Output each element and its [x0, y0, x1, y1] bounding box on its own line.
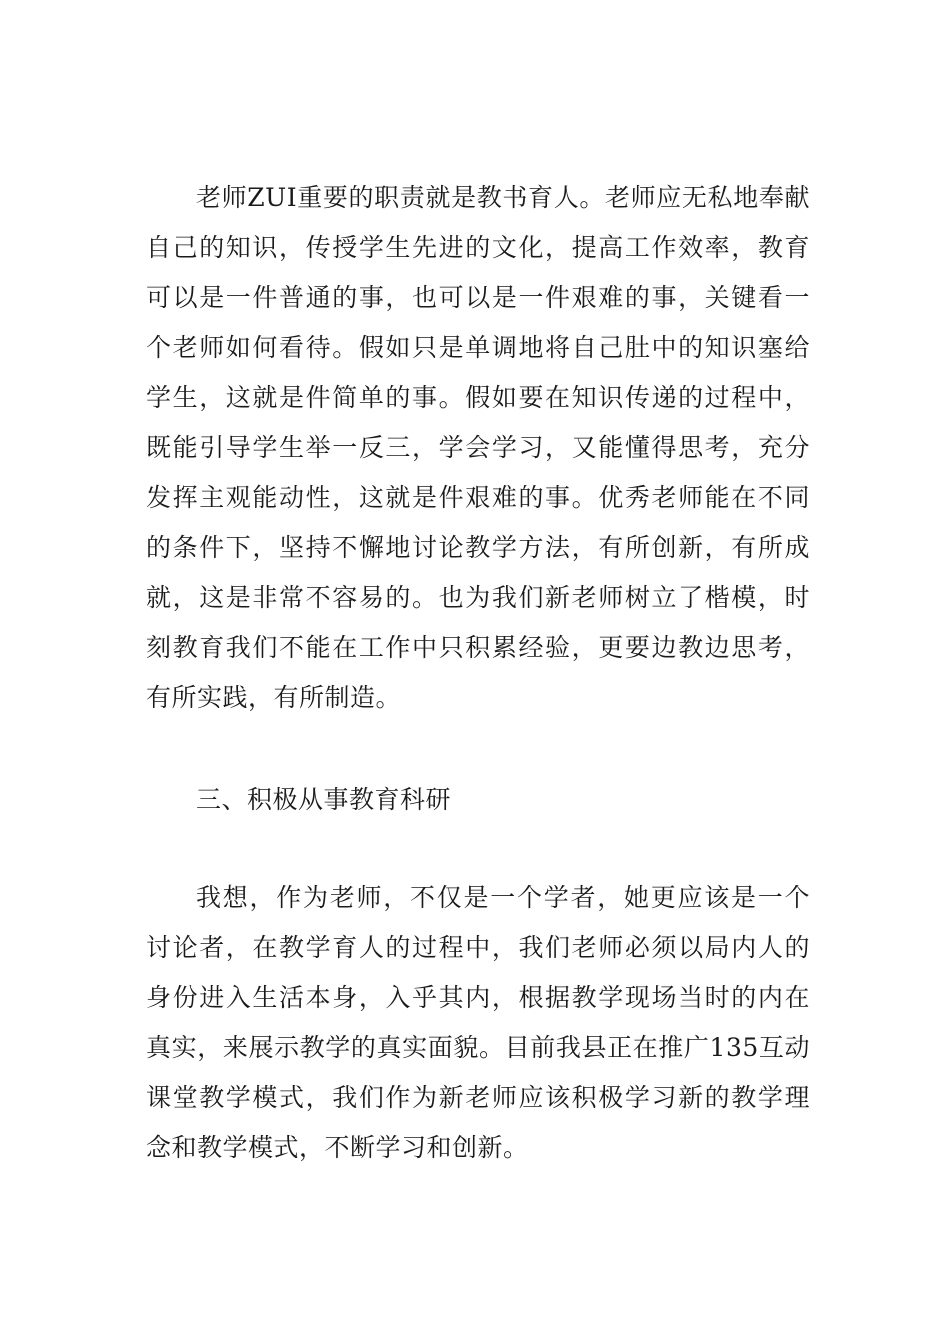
- paragraph-line: 老师ZUI重要的职责就是教书育人。老师应无私地奉献: [196, 183, 810, 212]
- paragraph-line: 个老师如何看待。假如只是单调地将自己肚中的知识塞给: [146, 333, 810, 362]
- paragraph-line: 发挥主观能动性，这就是件艰难的事。优秀老师能在不同: [146, 483, 810, 512]
- paragraph-line: 可以是一件普通的事，也可以是一件艰难的事，关键看一: [146, 283, 810, 312]
- section-heading: 三、积极从事教育科研: [196, 785, 452, 814]
- paragraph-line: 真实，来展示教学的真实面貌。目前我县正在推广135互动: [146, 1033, 810, 1062]
- paragraph-line: 刻教育我们不能在工作中只积累经验，更要边教边思考，: [146, 633, 810, 662]
- paragraph-line: 讨论者，在教学育人的过程中，我们老师必须以局内人的: [146, 933, 810, 962]
- paragraph-line: 念和教学模式，不断学习和创新。: [146, 1133, 529, 1162]
- paragraph-line: 自己的知识，传授学生先进的文化，提高工作效率，教育: [146, 233, 810, 262]
- paragraph-line: 我想，作为老师，不仅是一个学者，她更应该是一个: [196, 883, 810, 912]
- paragraph-line: 既能引导学生举一反三，学会学习，又能懂得思考，充分: [146, 433, 810, 462]
- paragraph-line: 就，这是非常不容易的。也为我们新老师树立了楷模，时: [146, 583, 810, 612]
- paragraph-line: 身份进入生活本身，入乎其内，根据教学现场当时的内在: [146, 983, 810, 1012]
- paragraph-line: 学生，这就是件简单的事。假如要在知识传递的过程中，: [146, 383, 810, 412]
- paragraph-line: 的条件下，坚持不懈地讨论教学方法，有所创新，有所成: [146, 533, 810, 562]
- paragraph-line: 课堂教学模式，我们作为新老师应该积极学习新的教学理: [146, 1083, 810, 1112]
- paragraph-line: 有所实践，有所制造。: [146, 683, 402, 712]
